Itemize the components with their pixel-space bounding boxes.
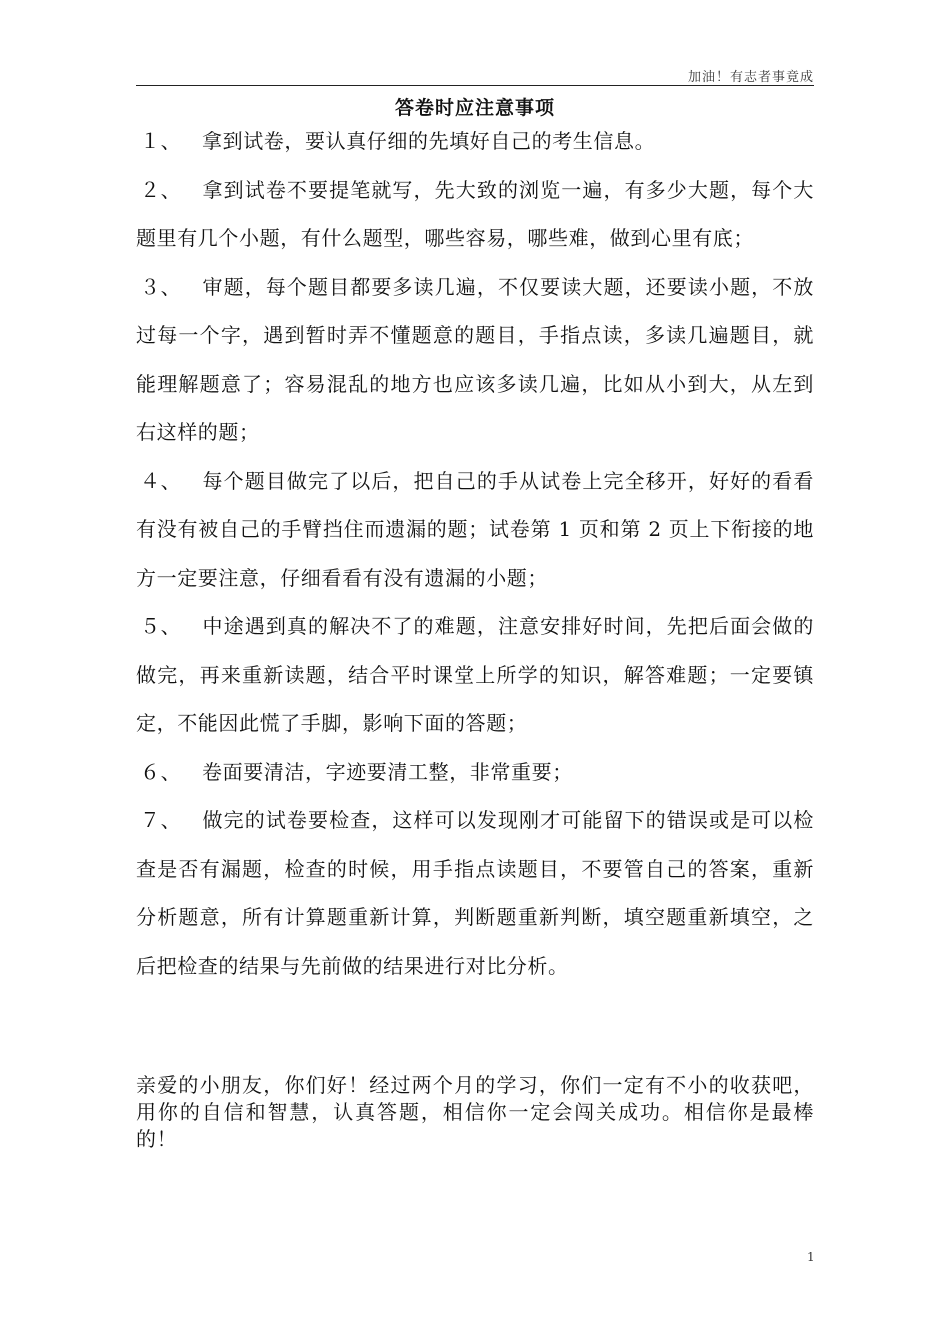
item-text: 中途遇到真的解决不了的难题，注意安排好时间，先把后面会做的做完，再来重新读题，结合平时课堂上所学的知识，解答难题；一定要镇定，不能因此慌了手脚，影响下面的答题； xyxy=(136,614,814,735)
closing-paragraph: 亲爱的小朋友，你们好！经过两个月的学习，你们一定有不小的收获吧，用你的自信和智慧，认真答题，相信你一定会闯关成功。相信你是最棒的！ xyxy=(136,1073,814,1151)
item-text: 拿到试卷不要提笔就写，先大致的浏览一遍，有多少大题，每个大题里有几个小题，有什么题型，哪些容易，哪些难，做到心里有底； xyxy=(136,177,814,250)
header-divider xyxy=(136,85,814,86)
list-item xyxy=(136,796,814,990)
list-item xyxy=(136,748,814,797)
list-item xyxy=(136,166,814,263)
header-motto: 加油！有志者事竟成 xyxy=(687,70,814,85)
instruction-list xyxy=(136,117,814,990)
item-number: ４、 xyxy=(140,468,182,493)
page-number: 1 xyxy=(807,1250,815,1264)
item-text: 审题，每个题目都要多读几遍，不仅要读大题，还要读小题，不放过每一个字，遇到暂时弄不懂题意的题目，手指点读，多读几遍题目，就能理解题意了；容易混乱的地方也应该多读几遍，比如从小到大，从左到右这样的题； xyxy=(136,274,814,444)
item-number: ２、 xyxy=(140,177,182,202)
list-item xyxy=(136,457,814,603)
item-number: ３、 xyxy=(140,274,182,299)
item-text: 拿到试卷，要认真仔细的先填好自己的考生信息。 xyxy=(202,129,656,153)
page-title: 答卷时应注意事项 xyxy=(394,97,555,119)
item-number: ７、 xyxy=(140,808,182,832)
list-item xyxy=(136,263,814,457)
item-number: ６、 xyxy=(140,759,182,784)
item-number: ５、 xyxy=(140,614,182,638)
item-text: 卷面要清洁，字迹要清工整，非常重要； xyxy=(202,759,573,784)
list-item xyxy=(136,602,814,748)
list-item xyxy=(136,117,814,166)
item-text: 做完的试卷要检查，这样可以发现刚才可能留下的错误或是可以检查是否有漏题，检查的时候，用手指点读题目，不要管自己的答案，重新分析题意，所有计算题重新计算，判断题重新判断，填空题重新填空，之后把检查的结果与先前做的结果进行对比分析。 xyxy=(136,808,814,978)
item-text: 每个题目做完了以后，把自己的手从试卷上完全移开，好好的看看有没有被自己的手臂挡住而遗漏的题；试卷第 1 页和第 2 页上下衔接的地方一定要注意，仔细看看有没有遗漏的小题； xyxy=(136,468,814,590)
item-number: １、 xyxy=(140,129,182,153)
